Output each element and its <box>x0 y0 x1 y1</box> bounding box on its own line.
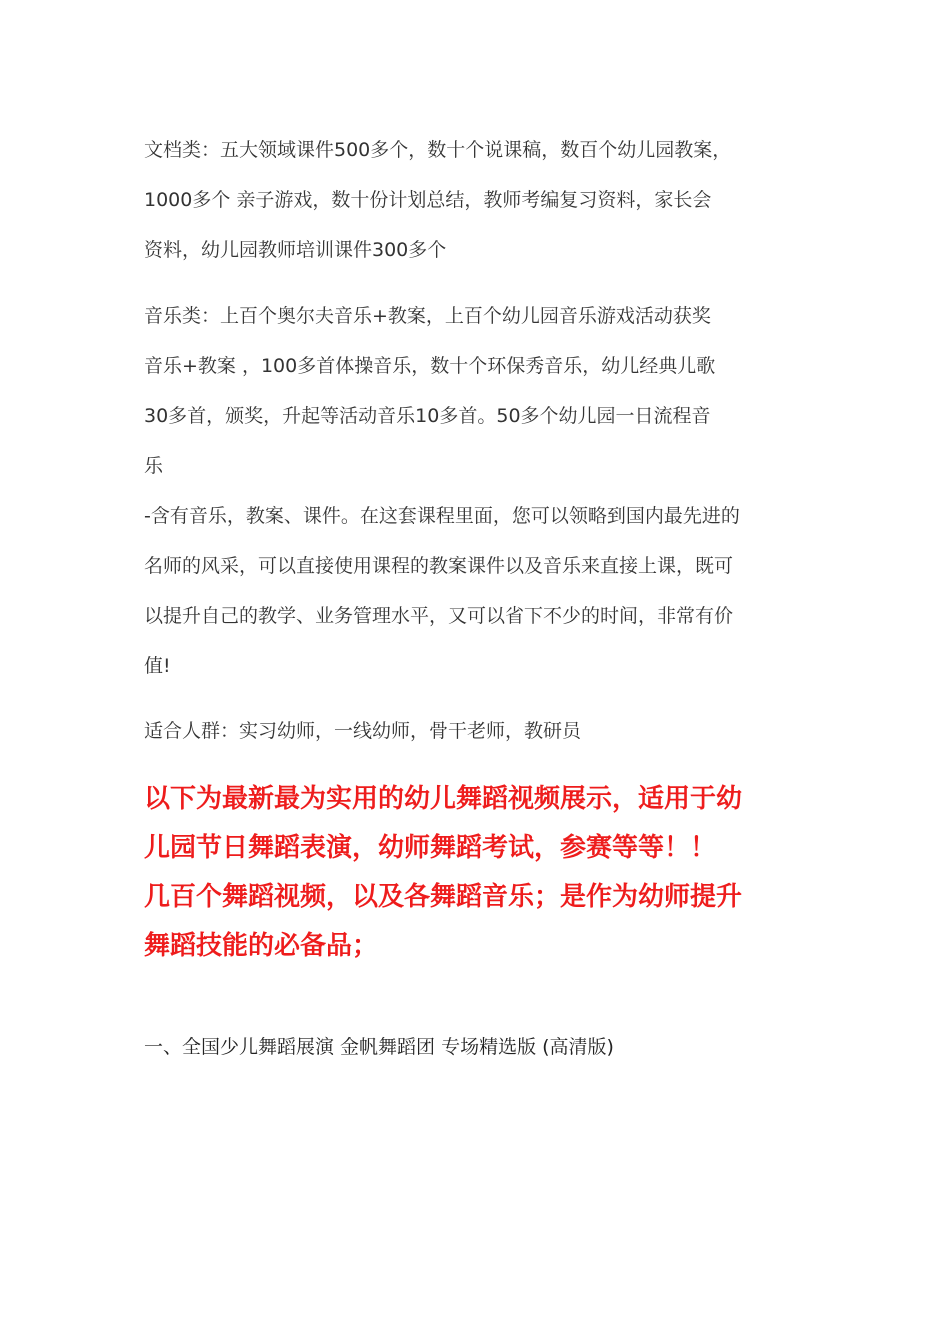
description-line-2: 名师的风采，可以直接使用课程的教案课件以及音乐来直接上课，既可 <box>144 555 734 577</box>
highlight-line-4: 舞蹈技能的必备品； <box>144 931 379 961</box>
highlight-line-3: 几百个舞蹈视频，以及各舞蹈音乐；是作为幼师提升 <box>144 882 743 912</box>
music-line-3: 30多首，颁奖，升起等活动音乐10多首。50多个幼儿园一日流程音 <box>144 405 711 427</box>
highlight-line-1: 以下为最新最为实用的幼儿舞蹈视频展示，适用于幼 <box>144 784 743 814</box>
description-line-4: 值! <box>144 655 171 677</box>
audience-text: 适合人群：实习幼师，一线幼师，骨干老师，教研员 <box>144 720 582 742</box>
music-line-2: 音乐+教案 ，100多首体操音乐，数十个环保秀音乐，幼儿经典儿歌 <box>144 355 716 377</box>
highlight-line-2: 儿园节日舞蹈表演，幼师舞蹈考试，参赛等等！！ <box>144 833 717 863</box>
section-title: 一、全国少儿舞蹈展演 金帆舞蹈团 专场精选版 (高清版) <box>144 1036 614 1058</box>
description-line-1: -含有音乐，教案、课件。在这套课程里面，您可以领略到国内最先进的 <box>144 505 740 527</box>
docs-line-3: 资料，幼儿园教师培训课件300多个 <box>144 239 447 261</box>
description-line-3: 以提升自己的教学、业务管理水平，又可以省下不少的时间，非常有价 <box>144 605 734 627</box>
music-line-1: 音乐类：上百个奥尔夫音乐+教案，上百个幼儿园音乐游戏活动获奖 <box>144 305 711 327</box>
docs-line-2: 1000多个 亲子游戏，数十份计划总结，教师考编复习资料，家长会 <box>144 189 712 211</box>
music-line-4: 乐 <box>144 455 164 477</box>
docs-line-1: 文档类：五大领域课件500多个，数十个说课稿，数百个幼儿园教案， <box>144 139 732 161</box>
